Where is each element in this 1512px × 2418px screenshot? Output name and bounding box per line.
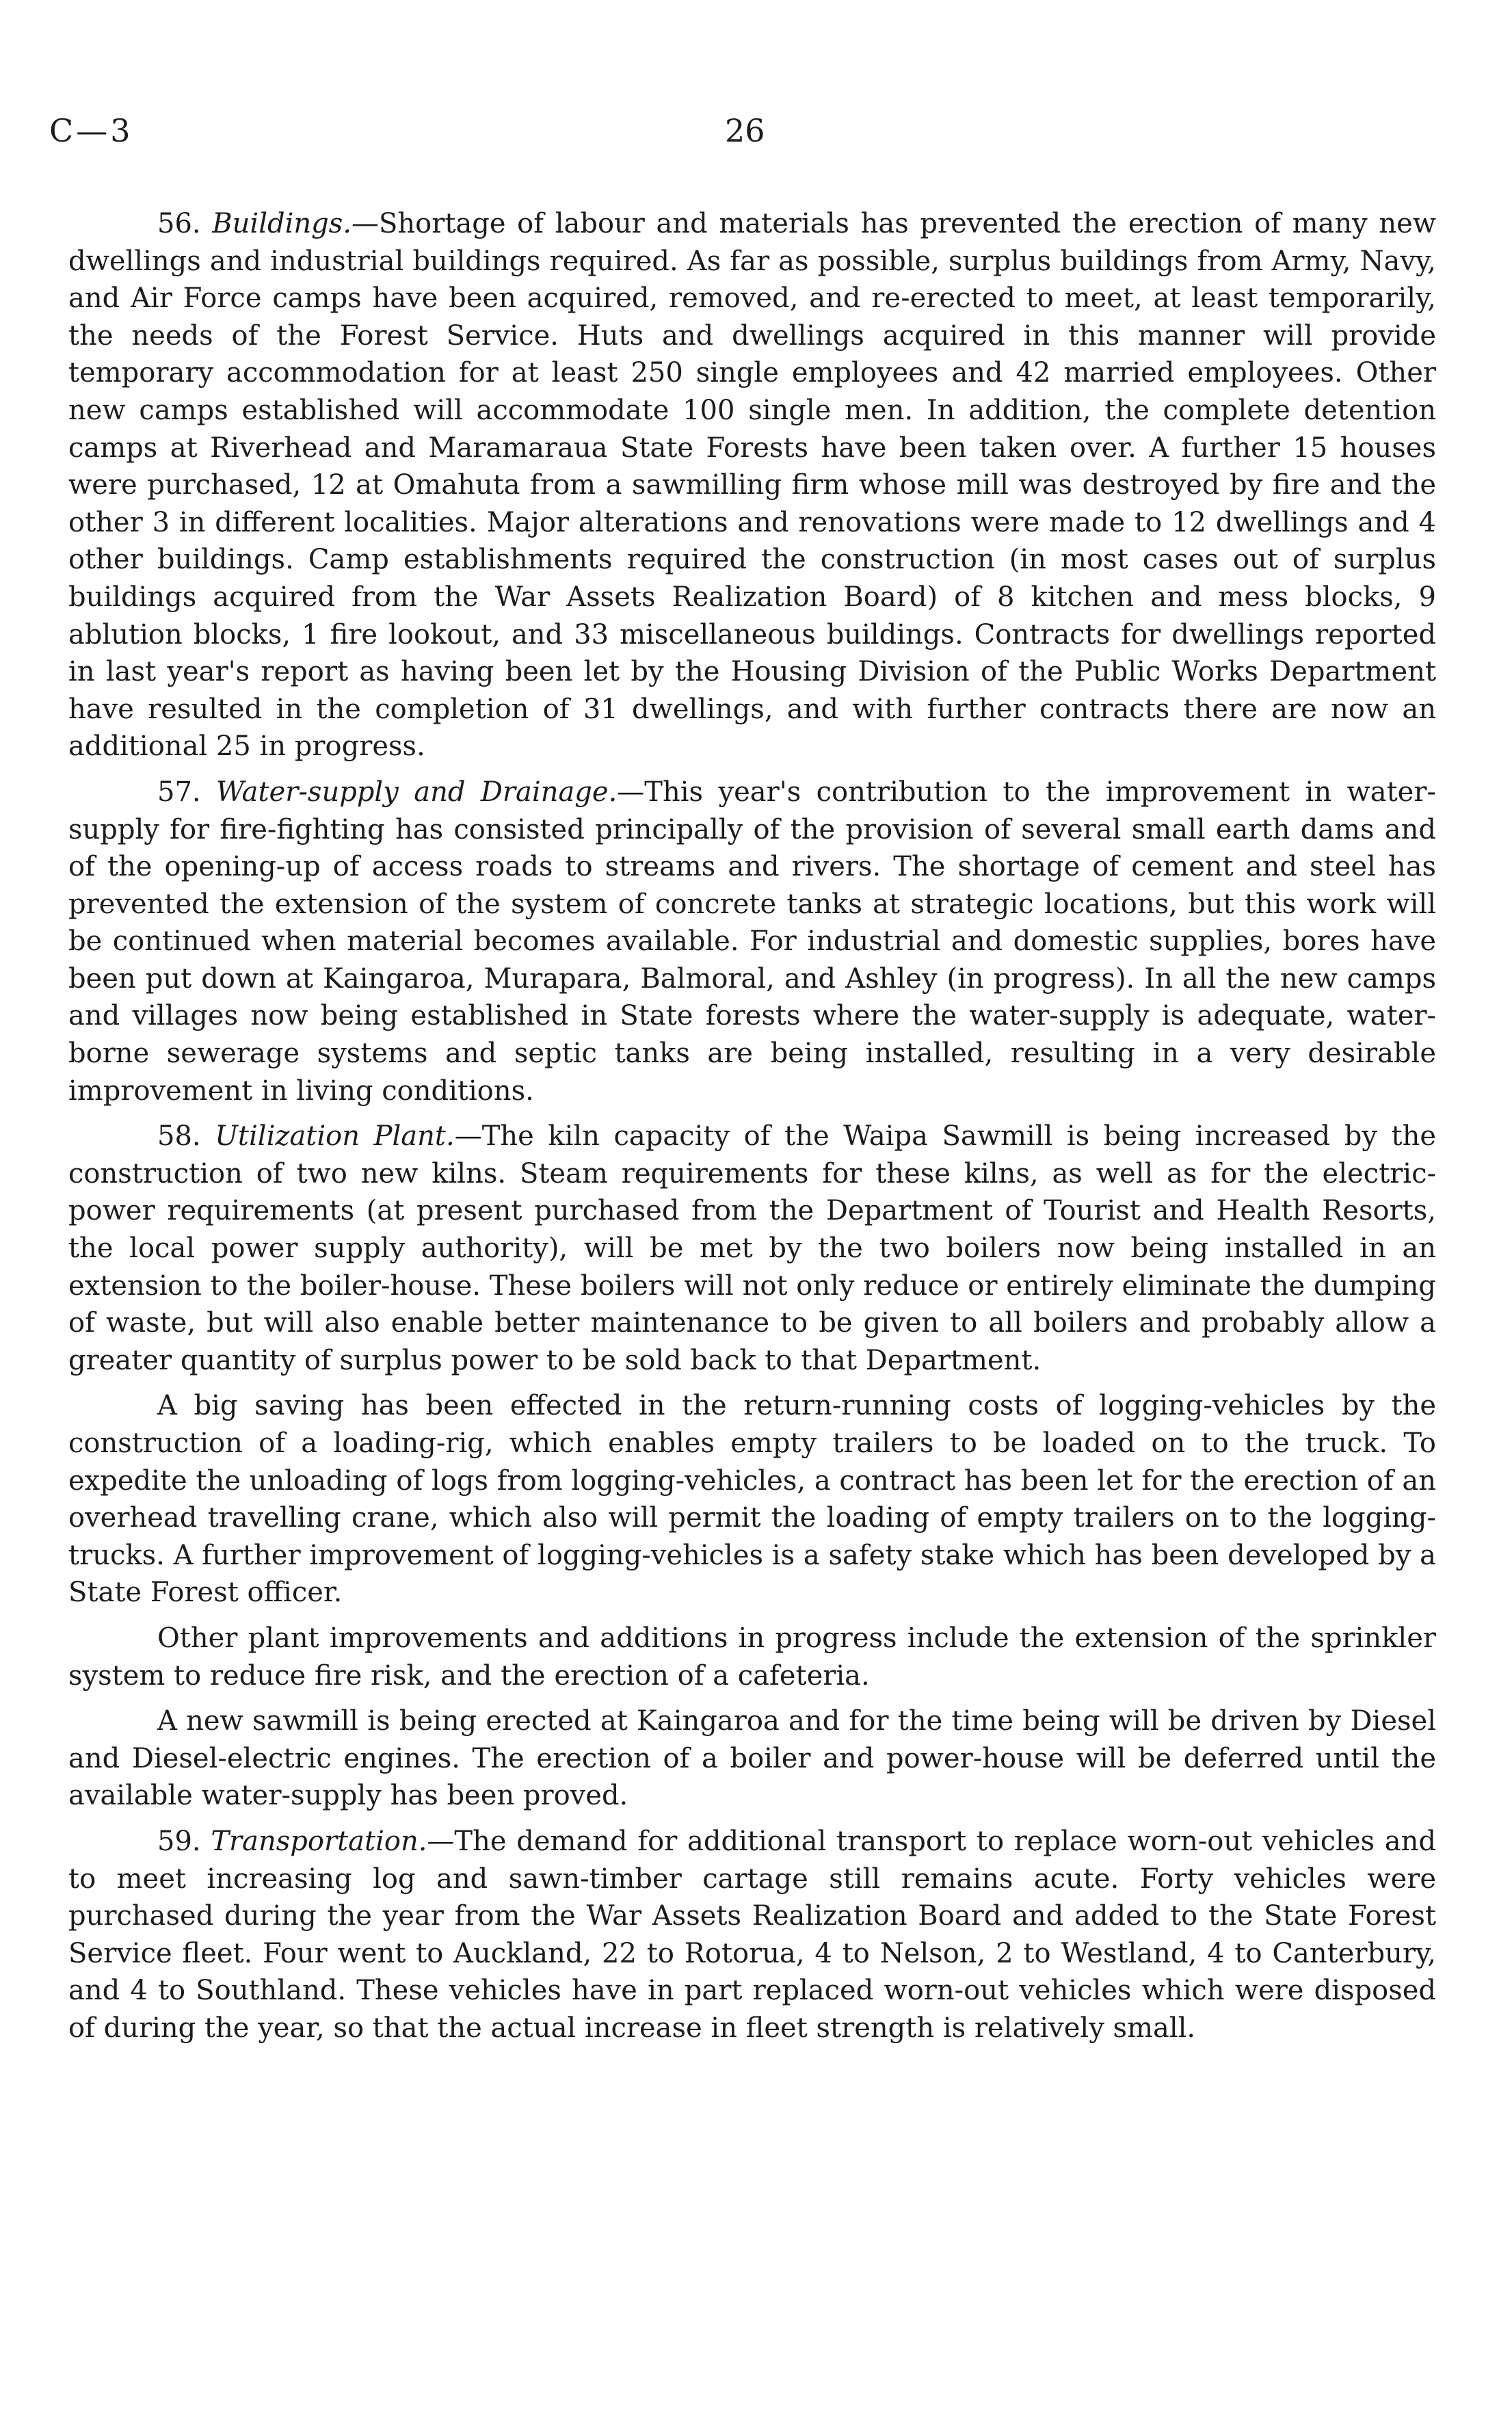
paragraph-58-new-sawmill	[68, 1703, 1436, 1815]
paragraph-heading: Water-supply and Drainage.	[216, 776, 618, 808]
paragraph-text: —The demand for additional transport to replace worn-out vehicles and to meet increasing log and sawn-timber cartage still remains acute. Forty vehicles were purchased during the year from the War Assets Realization Board and added to the State Forest Service fleet. Four went to Auckland, 22 to Rotorua, 4 to Nelson, 2 to Westland, 4 to Canterbury, and 4 to Southland. These vehicles have in part replaced worn-out vehicles which were disposed of during the year, so that the actual increase in fleet strength is relatively small.	[68, 1825, 1437, 2044]
paragraph-text: A new sawmill is being erected at Kaingaroa and for the time being will be driven by Diesel and Diesel-electric engines. The erection of a boiler and power-house will be deferred until the available water-supply has been proved.	[68, 1705, 1436, 1812]
paragraph-number: 56.	[157, 208, 201, 239]
body-text	[68, 205, 1436, 2055]
paragraph-number: 57.	[157, 776, 201, 808]
page-number: 26	[725, 112, 765, 149]
paragraph-56	[68, 205, 1436, 765]
paragraph-57	[68, 774, 1436, 1109]
paragraph-number: 59.	[157, 1825, 201, 1857]
paragraph-text: A big saving has been effected in the return-running costs of logging-vehicles by the construction of a loading-rig, which enables empty trailers to be loaded on to the truck. To expedite the unloading of logs from logging-vehicles, a contract has been let for the erection of an overhead travelling crane, which also will permit the loading of empty trailers on to the logging-trucks. A further improvement of logging-vehicles is a safety stake which has been developed by a State Forest officer.	[68, 1390, 1436, 1609]
paragraph-text: Other plant improvements and additions in progress include the extension of the sprinkler system to reduce fire risk, and the erection of a cafeteria.	[68, 1622, 1436, 1692]
paragraph-58	[68, 1118, 1436, 1379]
paragraph-58-plant-improvements	[68, 1620, 1436, 1694]
paragraph-text: —The kiln capacity of the Waipa Sawmill is being increased by the construction of two new kilns. Steam requirements for these kilns, as well as for the electric-power requirements (at present purchased from the Department of Tourist and Health Resorts, the local power supply authority), will be met by the two boilers now being installed in an extension to the boiler-house. These boilers will not only reduce or entirely eliminate the dumping of waste, but will also enable better maintenance to be given to all boilers and probably allow a greater quantity of surplus power to be sold back to that Department.	[68, 1120, 1437, 1376]
paragraph-heading: Transportation.	[211, 1825, 427, 1857]
paragraph-text: —This year's contribution to the improvement in water-supply for fire-fighting has consisted principally of the provision of several small earth dams and of the opening-up of access roads to streams and rivers. The shortage of cement and steel has prevented the extension of the system of concrete tanks at strategic locations, but this work will be continued when material becomes available. For industrial and domestic supplies, bores have been put down at Kaingaroa, Murapara, Balmoral, and Ashley (in progress). In all the new camps and villages now being established in State forests where the water-supply is adequate, water-borne sewerage systems and septic tanks are being installed, resulting in a very desirable improvement in living conditions.	[68, 776, 1436, 1107]
document-reference: C—3	[49, 112, 133, 149]
paragraph-heading: Utilization Plant.	[215, 1120, 455, 1153]
paragraph-59	[68, 1823, 1436, 2047]
paragraph-text: —Shortage of labour and materials has prevented the erection of many new dwellings and industrial buildings required. As far as possible, surplus buildings from Army, Navy, and Air Force camps have been acquired, removed, and re-erected to meet, at least temporarily, the needs of the Forest Service. Huts and dwellings acquired in this manner will provide temporary accommodation for at least 250 single employees and 42 married employees. Other new camps established will accommodate 100 single men. In addition, the complete detention camps at Riverhead and Maramaraua State Forests have been taken over. A further 15 houses were purchased, 12 at Omahuta from a sawmilling firm whose mill was destroyed by fire and the other 3 in different localities. Major alterations and renovations were made to 12 dwellings and 4 other buildings. Camp establishments required the construction (in most cases out of surplus buildings acquired from the War Assets Realization Board) of 8 kitchen and mess blocks, 9 ablution blocks, 1 fire lookout, and 33 miscellaneous buildings. Contracts for dwellings reported in last year's report as having been let by the Housing Division of the Public Works Department have resulted in the completion of 31 dwellings, and with further contracts there are now an additional 25 in progress.	[68, 208, 1437, 763]
paragraph-heading: Buildings.	[212, 208, 352, 239]
paragraph-number: 58.	[157, 1120, 201, 1153]
paragraph-58-loading-rig	[68, 1387, 1436, 1612]
